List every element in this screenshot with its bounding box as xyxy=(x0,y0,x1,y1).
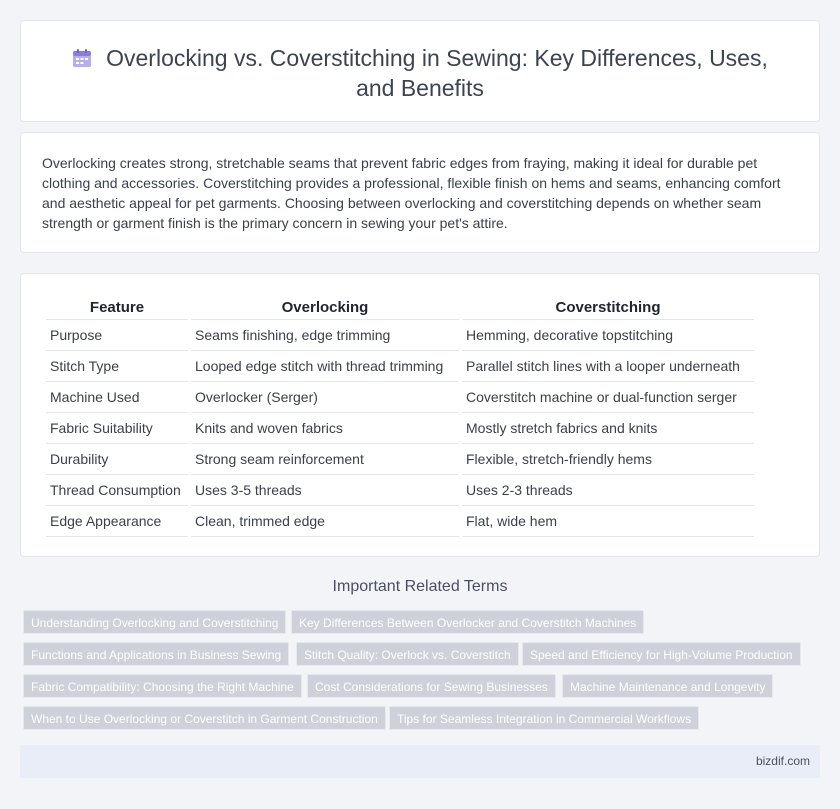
footer xyxy=(20,745,820,778)
header-feature: Feature xyxy=(46,296,188,320)
table-cell: Hemming, decorative topstitching xyxy=(462,320,754,351)
table-cell: Flat, wide hem xyxy=(462,506,754,537)
table-cell: Seams finishing, edge trimming xyxy=(191,320,459,351)
table-row xyxy=(46,382,754,413)
related-tag[interactable]: Fabric Compatibility: Choosing the Right Machine xyxy=(23,674,302,698)
footer-site[interactable]: bizdif.com xyxy=(755,754,810,768)
related-tag[interactable]: Machine Maintenance and Longevity xyxy=(562,674,773,698)
table-cell: Purpose xyxy=(46,320,188,351)
related-tag[interactable]: Stitch Quality: Overlock vs. Coverstitch xyxy=(296,642,519,666)
table-cell: Overlocker (Serger) xyxy=(191,382,459,413)
table-cell: Fabric Suitability xyxy=(46,413,188,444)
table-header-row xyxy=(46,296,754,320)
table-cell: Looped edge stitch with thread trimming xyxy=(191,351,459,382)
table-cell: Uses 3-5 threads xyxy=(191,475,459,506)
table-cell: Thread Consumption xyxy=(46,475,188,506)
page-title-wrap xyxy=(61,43,779,103)
table-cell: Parallel stitch lines with a looper underneath xyxy=(462,351,754,382)
related-tag[interactable]: Functions and Applications in Business Sewing xyxy=(23,642,289,666)
related-tag[interactable]: Tips for Seamless Integration in Commercial Workflows xyxy=(389,706,699,730)
page-title: Overlocking vs. Coverstitching in Sewing: Key Differences, Uses, and Benefits xyxy=(106,45,768,101)
calendar-icon xyxy=(72,45,92,65)
table-row xyxy=(46,351,754,382)
table-cell: Flexible, stretch-friendly hems xyxy=(462,444,754,475)
table-cell: Coverstitch machine or dual-function serger xyxy=(462,382,754,413)
related-tag[interactable]: Understanding Overlocking and Coverstitching xyxy=(23,610,286,634)
summary-text: Overlocking creates strong, stretchable seams that prevent fabric edges from fraying, making it ideal for durable pet clothing and accessories. Coverstitching provides a professional, flexible finish on hems and seams, enhancing comfort and aesthetic appeal for pet garments. Choosing between overlocking and coverstitching depends on whether seam strength or garment finish is the primary concern in sewing your pet's attire. xyxy=(42,155,781,231)
table-row xyxy=(46,320,754,351)
related-terms-title: Important Related Terms xyxy=(332,578,508,595)
table-cell: Edge Appearance xyxy=(46,506,188,537)
table-cell: Durability xyxy=(46,444,188,475)
header-card xyxy=(20,20,820,122)
related-tag[interactable]: Speed and Efficiency for High-Volume Production xyxy=(522,642,801,666)
table-row xyxy=(46,444,754,475)
comparison-table-card xyxy=(20,273,820,557)
comparison-table xyxy=(43,296,757,537)
table-cell: Machine Used xyxy=(46,382,188,413)
table-row xyxy=(46,413,754,444)
header-overlocking: Overlocking xyxy=(191,296,459,320)
table-cell: Mostly stretch fabrics and knits xyxy=(462,413,754,444)
table-cell: Uses 2-3 threads xyxy=(462,475,754,506)
table-row xyxy=(46,475,754,506)
related-tag[interactable]: Cost Considerations for Sewing Businesses xyxy=(307,674,556,698)
table-cell: Knits and woven fabrics xyxy=(191,413,459,444)
related-tag[interactable]: Key Differences Between Overlocker and Coverstitch Machines xyxy=(291,610,644,634)
table-cell: Strong seam reinforcement xyxy=(191,444,459,475)
table-cell: Clean, trimmed edge xyxy=(191,506,459,537)
related-tag[interactable]: When to Use Overlocking or Coverstitch in Garment Construction xyxy=(23,706,386,730)
header-coverstitching: Coverstitching xyxy=(462,296,754,320)
table-row xyxy=(46,506,754,537)
table-cell: Stitch Type xyxy=(46,351,188,382)
summary-card xyxy=(20,132,820,253)
